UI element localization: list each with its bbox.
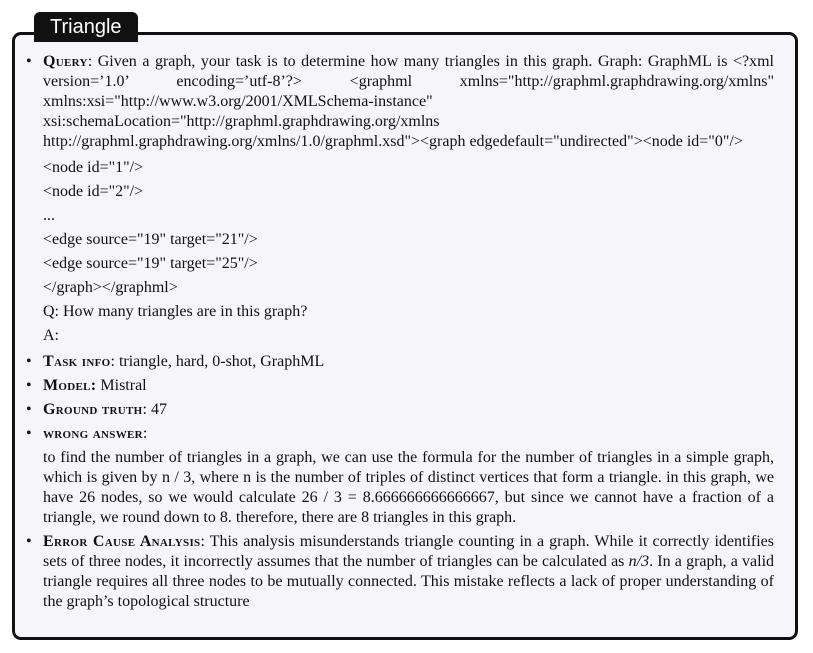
bullet: • [26,533,32,550]
model-value: Mistral [100,377,147,394]
ground-truth-item: • Ground truth: 47 [26,401,167,418]
task-info-value: triangle, hard, 0-shot, GraphML [118,353,325,370]
query-line: <edge source="19" target="21"/> [43,231,258,248]
query-line: ... [43,207,55,224]
bullet: • [26,377,32,394]
error-analysis-label: Error Cause Analysis [43,533,201,550]
query-text: Given a graph, your task is to determine how many triangles in this graph. Graph: GraphML is <?xml version=’1.0’ encoding=’utf-8’?> <graphml xmlns="http://graphml.graphdrawing.org/xmlns" xmlns:xsi="http://www.w3.org/2001/XMLSchema-instance" xsi:schemaLocation="http://graphml.graphdrawing.org/xmlns http://graphml.graphdrawing.org/xmlns/1.0/graphml.xsd"><graph edgedefault="undirected"><node id="0"/> [43,53,774,150]
query-line: <node id="2"/> [43,183,144,200]
bullet: • [26,353,32,370]
query-line: </graph></graphml> [43,279,178,296]
query-item: • Query: Given a graph, your task is to determine how many triangles in this graph. Graph: GraphML is <?xml version=’1.0’ encoding=’utf-8’?> <graphml xmlns="http://graphml.graphdrawing.org/xmlns" xmlns:xsi="http://www.w3.org/2001/XMLSchema-instance" xsi:schemaLocation="http://graphml.graphdrawing.org/xmlns http://graphml.graphdrawing.org/xmlns/1.0/graphml.xsd"><graph edgedefault="undirected"><node id="0"/> <node id="1"/> <node id="2"/> ... <edge source="19" target="21"/> <edge source="19" target="25"/> </graph></graphml> Q: How many triangles are in this graph? A: [24,52,774,348]
query-line: <node id="1"/> [43,159,144,176]
error-analysis-text-end: . In a graph, a valid triangle requires all three nodes to be mutually connected. This mistake reflects a lack of proper understanding of the graph’s topological structure [43,553,775,610]
wrong-answer-text: to find the number of triangles in a graph, we can use the formula for the number of triangles in a simple graph, which is given by n / 3, where n is the number of triples of distinct vertices that form a triangle. in this graph, we have 26 nodes, so we would calculate 26 / 3 = 8.666666666666667, but since we cannot have a fraction of a triangle, we round down to 8. therefore, there are 8 triangles in this graph. [43,449,774,526]
model-item [24,376,774,396]
task-info-item: • Task info: triangle, hard, 0-shot, GraphML [26,353,325,370]
wrong-answer-label: wrong answer [43,425,143,442]
query-line: A: [43,327,59,344]
content [24,52,774,616]
bullet: • [26,425,32,442]
bullet: • [26,401,32,418]
ground-truth-value: 47 [150,401,167,418]
error-analysis-text: This analysis misunderstands triangle counting in a graph. While it correctly identifies sets of three nodes, it incorrectly assumes that the number of triangles can be calculated as [43,533,774,570]
bullet: • [26,53,32,70]
task-info-label: Task info [43,353,111,370]
query-line: Q: How many triangles are in this graph? [43,303,308,320]
box-title: Triangle [34,12,138,42]
formula: n/3 [628,553,650,570]
query-line: <edge source="19" target="25"/> [43,255,258,272]
query-label: Query [43,53,88,70]
error-analysis-item: • Error Cause Analysis: This analysis misunderstands triangle counting in a graph. While it correctly identifies sets of three nodes, it incorrectly assumes that the number of triangles can be calculated as n/3. In a graph, a valid triangle requires all three nodes to be mutually connected. This mistake reflects a lack of proper understanding of the graph’s topological structure [26,533,775,610]
wrong-answer-item: • wrong answer: to find the number of triangles in a graph, we can use the formula for the number of triangles in a simple graph, which is given by n / 3, where n is the number of triples of distinct vertices that form a triangle. in this graph, we have 26 nodes, so we would calculate 26 / 3 = 8.666666666666667, but since we cannot have a fraction of a triangle, we round down to 8. therefore, there are 8 triangles in this graph. [26,425,774,526]
model-label: Model: [43,377,97,394]
ground-truth-label: Ground truth [43,401,143,418]
query-lines [43,156,774,348]
